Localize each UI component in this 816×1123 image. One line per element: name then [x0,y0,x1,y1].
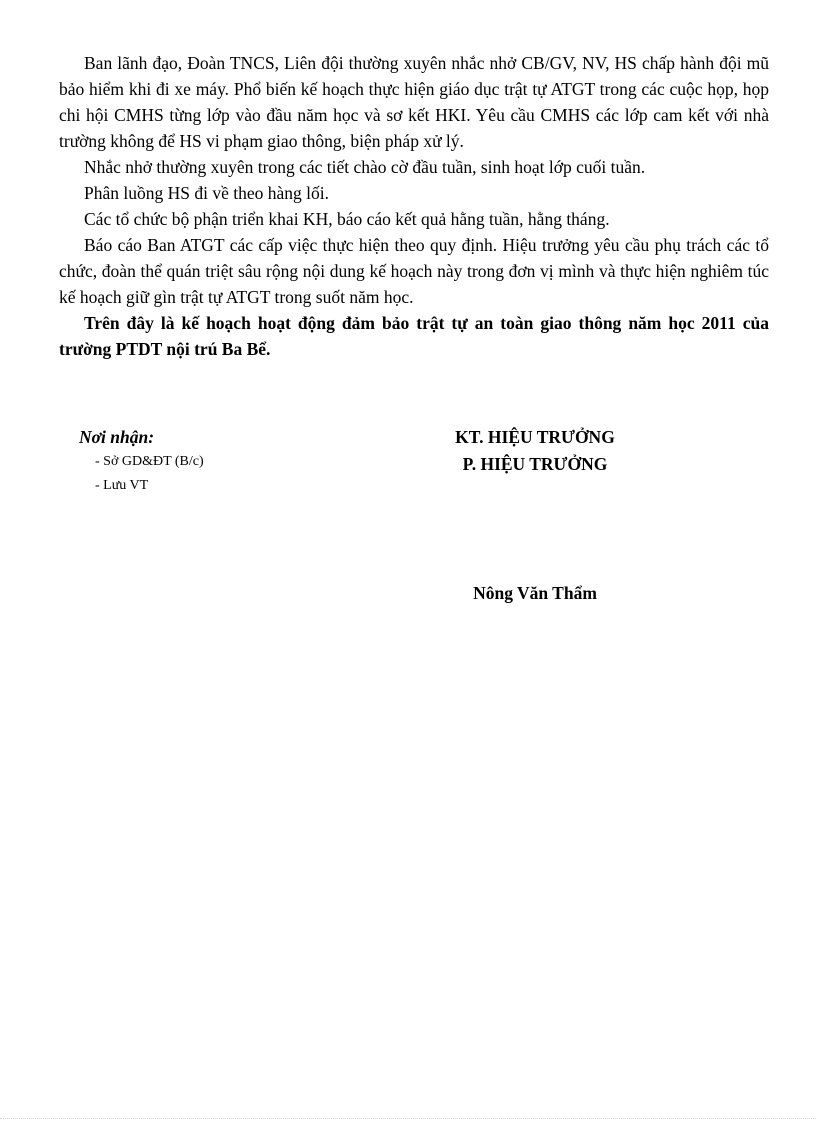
recipients-title: Nơi nhận: [79,427,155,447]
page-bottom-divider [0,1118,816,1119]
recipient-item: - Sở GD&ĐT (B/c) [95,454,204,469]
signature-block [400,424,670,478]
recipient-item: - Lưu VT [95,478,149,493]
paragraph-report-board: Báo cáo Ban ATGT các cấp việc thực hiện theo quy định. Hiệu trưởng yêu cầu phụ trách các tổ chức, đoàn thể quán triệt sâu rộng nội dung kế hoạch này trong đơn vị mình và thực hiện nghiêm túc kế hoạch giữ gìn trật tự ATGT trong suốt năm học. [59,235,769,307]
signature-title-line2: P. HIỆU TRƯỞNG [462,454,608,474]
paragraph-closing: Trên đây là kế hoạch hoạt động đảm bảo trật tự an toàn giao thông năm học 2011 của trường PTDT nội trú Ba Bể. [59,313,769,359]
paragraph-reporting: Các tổ chức bộ phận triển khai KH, báo cáo kết quả hằng tuần, hằng tháng. [84,209,610,229]
paragraph-student-routing: Phân luồng HS đi về theo hàng lối. [84,183,329,203]
paragraph-helmet-reminder: Ban lãnh đạo, Đoàn TNCS, Liên đội thường xuyên nhắc nhở CB/GV, NV, HS chấp hành đội mũ bảo hiểm khi đi xe máy. Phổ biến kế hoạch thực hiện giáo dục trật tự ATGT trong các cuộc họp, họp chi hội CMHS từng lớp vào đầu năm học và sơ kết HKI. Yêu cầu CMHS các lớp cam kết với nhà trường không để HS vi phạm giao thông, biện pháp xử lý. [59,53,769,151]
signer-name: Nông Văn Thẩm [473,583,597,603]
paragraph-flag-ceremony: Nhắc nhở thường xuyên trong các tiết chào cờ đầu tuần, sinh hoạt lớp cuối tuần. [84,157,646,177]
body-text [59,50,769,362]
recipients-block [79,424,379,498]
signature-title-line1: KT. HIỆU TRƯỞNG [455,427,615,447]
